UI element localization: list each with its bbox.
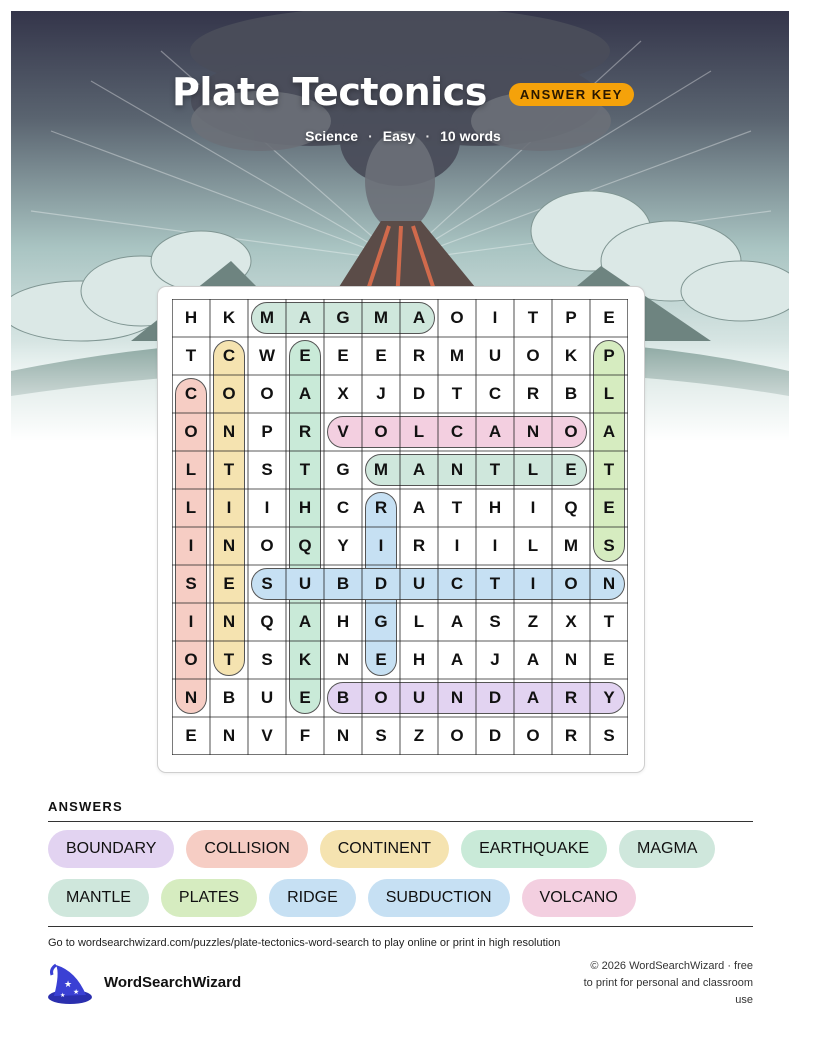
grid-cell[interactable]: R bbox=[374, 498, 388, 517]
grid-cell[interactable]: B bbox=[336, 574, 350, 593]
grid-cell[interactable]: E bbox=[299, 688, 311, 707]
grid-cell[interactable]: O bbox=[260, 536, 274, 555]
play-online-link[interactable]: Go to wordsearchwizard.com/puzzles/plate-tectonics-word-search to play online or print in high resolution bbox=[48, 937, 561, 949]
grid-cell[interactable]: Z bbox=[527, 612, 539, 631]
grid-cell[interactable]: R bbox=[564, 726, 578, 745]
grid-cell[interactable]: A bbox=[412, 498, 426, 517]
grid-cell[interactable]: N bbox=[222, 612, 236, 631]
grid-cell[interactable]: T bbox=[451, 498, 463, 517]
grid-cell[interactable]: M bbox=[373, 460, 389, 479]
grid-cell[interactable]: L bbox=[413, 612, 425, 631]
answer-chip-mantle: MANTLE bbox=[48, 879, 149, 917]
grid-cell[interactable]: D bbox=[412, 384, 426, 403]
grid-cell[interactable]: A bbox=[602, 422, 616, 441]
grid-cell[interactable]: N bbox=[336, 650, 350, 669]
grid-cell[interactable]: N bbox=[222, 536, 236, 555]
divider bbox=[48, 926, 753, 927]
answer-list bbox=[48, 830, 758, 917]
grid-cell[interactable]: I bbox=[530, 498, 536, 517]
grid-cell[interactable]: H bbox=[412, 650, 426, 669]
grid-cell[interactable]: I bbox=[492, 308, 498, 327]
grid-cell[interactable]: H bbox=[488, 498, 502, 517]
page-title: Plate Tectonics bbox=[172, 70, 487, 114]
grid-cell[interactable]: N bbox=[184, 688, 198, 707]
grid-cell[interactable]: O bbox=[450, 308, 464, 327]
answer-chip-earthquake: EARTHQUAKE bbox=[461, 830, 607, 868]
grid-cell[interactable]: O bbox=[222, 384, 236, 403]
grid-cell[interactable]: N bbox=[222, 422, 236, 441]
grid-cell[interactable]: U bbox=[412, 688, 426, 707]
meta-word-count: 10 words bbox=[440, 128, 501, 144]
grid-cell[interactable]: C bbox=[450, 574, 464, 593]
grid-cell[interactable]: A bbox=[526, 688, 540, 707]
grid-cell[interactable]: E bbox=[603, 498, 615, 517]
grid-cell[interactable]: R bbox=[412, 346, 426, 365]
grid-cell[interactable]: E bbox=[603, 308, 615, 327]
grid-cell[interactable]: O bbox=[184, 422, 198, 441]
answer-chip-boundary: BOUNDARY bbox=[48, 830, 174, 868]
grid-cell[interactable]: N bbox=[526, 422, 540, 441]
grid-cell[interactable]: C bbox=[488, 384, 502, 403]
grid-cell[interactable]: O bbox=[526, 346, 540, 365]
grid-cell[interactable]: L bbox=[603, 384, 615, 403]
meta-separator: · bbox=[425, 128, 431, 144]
grid-cell[interactable]: X bbox=[337, 384, 349, 403]
grid-cell[interactable]: Q bbox=[260, 612, 274, 631]
answer-chip-subduction: SUBDUCTION bbox=[368, 879, 510, 917]
grid-cell[interactable]: A bbox=[412, 460, 426, 479]
grid-cell[interactable]: E bbox=[603, 650, 615, 669]
svg-text:★: ★ bbox=[64, 980, 73, 990]
grid-cell[interactable]: N bbox=[602, 574, 616, 593]
grid-cell[interactable]: E bbox=[223, 574, 235, 593]
grid-cell[interactable]: D bbox=[488, 688, 502, 707]
grid-cell[interactable]: O bbox=[564, 422, 578, 441]
grid-cell[interactable]: A bbox=[298, 308, 312, 327]
grid-cell[interactable]: A bbox=[298, 612, 312, 631]
grid-cell[interactable]: A bbox=[526, 650, 540, 669]
grid-cell[interactable]: S bbox=[489, 612, 501, 631]
grid-cell[interactable]: H bbox=[298, 498, 312, 517]
grid-cell[interactable]: O bbox=[526, 726, 540, 745]
grid-cell[interactable]: V bbox=[337, 422, 349, 441]
grid-cell[interactable]: S bbox=[603, 726, 615, 745]
grid-cell[interactable]: E bbox=[337, 346, 349, 365]
grid-cell[interactable]: L bbox=[185, 498, 197, 517]
grid-cell[interactable]: H bbox=[336, 612, 350, 631]
grid-cell[interactable]: C bbox=[184, 384, 198, 403]
grid-cell[interactable]: G bbox=[374, 612, 388, 631]
divider bbox=[48, 821, 753, 822]
grid-cell[interactable]: M bbox=[563, 536, 579, 555]
grid-cell[interactable]: E bbox=[565, 460, 577, 479]
wizard-hat-icon bbox=[46, 963, 94, 1010]
grid-cell[interactable]: C bbox=[450, 422, 464, 441]
grid-cell[interactable]: Y bbox=[337, 536, 349, 555]
grid-cell[interactable]: N bbox=[222, 726, 236, 745]
grid-cell[interactable]: T bbox=[451, 384, 463, 403]
grid-cell[interactable]: B bbox=[222, 688, 236, 707]
answer-key-badge: ANSWER KEY bbox=[509, 83, 634, 106]
grid-cell[interactable]: S bbox=[261, 460, 273, 479]
grid-cell[interactable]: X bbox=[565, 612, 577, 631]
grid-cell[interactable]: U bbox=[298, 574, 312, 593]
grid-cell[interactable]: U bbox=[412, 574, 426, 593]
answers-heading: ANSWERS bbox=[48, 799, 123, 814]
grid-cell[interactable]: I bbox=[454, 536, 460, 555]
grid-cell[interactable]: E bbox=[299, 346, 311, 365]
grid-cell[interactable]: N bbox=[564, 650, 578, 669]
grid-cell[interactable]: L bbox=[527, 536, 539, 555]
grid-cell[interactable]: G bbox=[336, 308, 350, 327]
grid-cell[interactable]: T bbox=[489, 574, 501, 593]
grid-cell[interactable]: O bbox=[260, 384, 274, 403]
grid-cell[interactable]: O bbox=[374, 688, 388, 707]
grid-cell[interactable]: I bbox=[492, 536, 498, 555]
grid-cell[interactable]: A bbox=[450, 650, 464, 669]
grid-cell[interactable]: L bbox=[527, 460, 539, 479]
grid-cell[interactable]: M bbox=[373, 308, 389, 327]
grid-cell[interactable]: V bbox=[261, 726, 273, 745]
grid-cell[interactable]: S bbox=[261, 574, 273, 593]
grid-cell[interactable]: O bbox=[450, 726, 464, 745]
grid-cell[interactable]: N bbox=[450, 460, 464, 479]
grid-cell[interactable]: Q bbox=[298, 536, 312, 555]
grid-cell[interactable]: P bbox=[261, 422, 273, 441]
grid-cell[interactable]: B bbox=[336, 688, 350, 707]
brand-name: WordSearchWizard bbox=[104, 974, 242, 991]
header bbox=[0, 70, 816, 144]
word-search-grid[interactable] bbox=[172, 299, 628, 755]
grid-cell[interactable]: F bbox=[299, 726, 311, 745]
grid-cell[interactable]: K bbox=[298, 650, 312, 669]
grid-cell[interactable]: I bbox=[530, 574, 536, 593]
grid-cell[interactable]: T bbox=[603, 612, 615, 631]
answer-chip-continent: CONTINENT bbox=[320, 830, 449, 868]
grid-cell[interactable]: E bbox=[375, 650, 387, 669]
grid-cell[interactable]: E bbox=[375, 346, 387, 365]
grid-cell[interactable]: L bbox=[413, 422, 425, 441]
grid-cell[interactable]: A bbox=[450, 612, 464, 631]
grid-cell[interactable]: W bbox=[258, 346, 276, 365]
grid-cell[interactable]: C bbox=[336, 498, 350, 517]
grid-cell[interactable]: K bbox=[222, 308, 236, 327]
grid-cell[interactable]: U bbox=[260, 688, 274, 707]
meta-difficulty: Easy bbox=[382, 128, 416, 144]
svg-text:★: ★ bbox=[60, 992, 66, 999]
grid-cell[interactable]: I bbox=[188, 612, 194, 631]
grid-cell[interactable]: I bbox=[226, 498, 232, 517]
copyright-text: © 2026 WordSearchWizard · free to print for personal and classroom use bbox=[583, 960, 753, 1006]
grid-cell[interactable]: M bbox=[449, 346, 465, 365]
grid-cell[interactable]: S bbox=[375, 726, 387, 745]
grid-cell[interactable]: D bbox=[374, 574, 388, 593]
grid-cell[interactable]: S bbox=[261, 650, 273, 669]
grid-cell[interactable]: J bbox=[490, 650, 500, 669]
meta-subject: Science bbox=[305, 128, 359, 144]
grid-cell[interactable]: M bbox=[259, 308, 275, 327]
grid-cell[interactable]: D bbox=[488, 726, 502, 745]
grid-cell[interactable]: C bbox=[222, 346, 236, 365]
grid-cell[interactable]: S bbox=[185, 574, 197, 593]
answer-chip-plates: PLATES bbox=[161, 879, 257, 917]
grid-cell[interactable]: A bbox=[488, 422, 502, 441]
grid-cell[interactable]: G bbox=[336, 460, 350, 479]
meta-separator: · bbox=[368, 128, 373, 144]
answer-chip-collision: COLLISION bbox=[186, 830, 307, 868]
grid-cell[interactable]: A bbox=[298, 384, 312, 403]
grid-cell[interactable]: R bbox=[298, 422, 312, 441]
grid-cell[interactable]: K bbox=[564, 346, 578, 365]
grid-cell[interactable]: T bbox=[603, 460, 615, 479]
grid-cell[interactable]: T bbox=[527, 308, 539, 327]
grid-cell[interactable]: I bbox=[264, 498, 270, 517]
answer-chip-magma: MAGMA bbox=[619, 830, 715, 868]
grid-cell[interactable]: Z bbox=[413, 726, 425, 745]
grid-cell[interactable]: E bbox=[185, 726, 197, 745]
grid-cell[interactable]: U bbox=[488, 346, 502, 365]
answer-chip-ridge: RIDGE bbox=[269, 879, 356, 917]
grid-cell[interactable]: Q bbox=[564, 498, 578, 517]
grid-cell[interactable]: L bbox=[185, 460, 197, 479]
grid-cell[interactable]: T bbox=[223, 460, 235, 479]
grid-cell[interactable]: J bbox=[376, 384, 386, 403]
answer-chip-volcano: VOLCANO bbox=[522, 879, 636, 917]
puzzle-meta bbox=[0, 128, 816, 144]
grid-cell[interactable]: N bbox=[450, 688, 464, 707]
grid-cell[interactable]: P bbox=[565, 308, 577, 327]
grid-cell[interactable]: S bbox=[603, 536, 615, 555]
grid-cell[interactable]: T bbox=[299, 460, 311, 479]
grid-cell[interactable]: T bbox=[223, 650, 235, 669]
grid-cell[interactable]: T bbox=[185, 346, 197, 365]
grid-cell[interactable]: B bbox=[564, 384, 578, 403]
grid-cell[interactable]: T bbox=[489, 460, 501, 479]
grid-cell[interactable]: P bbox=[603, 346, 615, 365]
grid-cell[interactable]: R bbox=[526, 384, 540, 403]
grid-cell[interactable]: I bbox=[188, 536, 194, 555]
grid-cell[interactable]: O bbox=[374, 422, 388, 441]
grid-cell[interactable]: A bbox=[412, 308, 426, 327]
grid-cell[interactable]: Y bbox=[603, 688, 615, 707]
grid-cell[interactable]: R bbox=[564, 688, 578, 707]
grid-cell[interactable]: H bbox=[184, 308, 198, 327]
grid-cell[interactable]: I bbox=[378, 536, 384, 555]
svg-text:★: ★ bbox=[73, 988, 80, 996]
grid-cell[interactable]: R bbox=[412, 536, 426, 555]
grid-cell[interactable]: O bbox=[184, 650, 198, 669]
grid-cell[interactable]: O bbox=[564, 574, 578, 593]
grid-cell[interactable]: N bbox=[336, 726, 350, 745]
